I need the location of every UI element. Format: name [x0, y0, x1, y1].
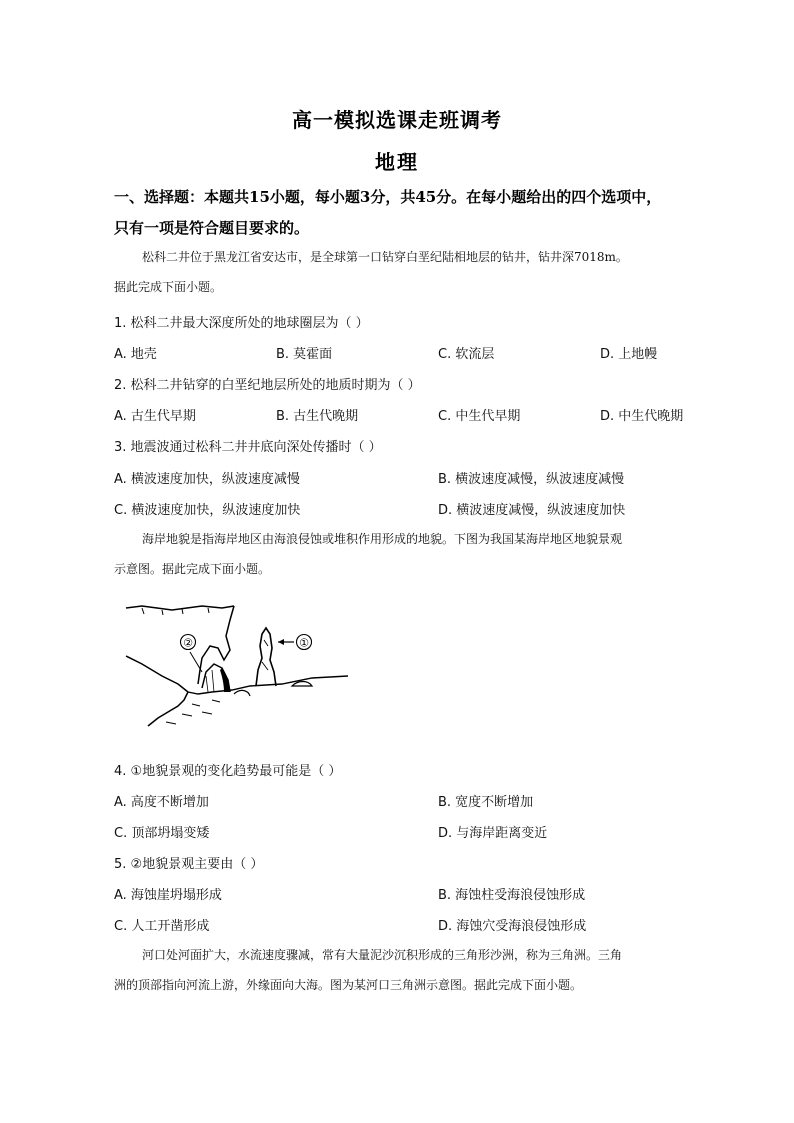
- question-5-options-row1: [114, 884, 714, 904]
- passage-3: [114, 940, 714, 1000]
- q1-option-b: B. 莫霍面: [276, 347, 333, 362]
- section-heading-line2: 只有一项是符合题目要求的。: [114, 219, 310, 237]
- coastal-landform-figure: [122, 600, 354, 734]
- q1-option-c: C. 软流层: [438, 347, 495, 362]
- question-1-stem: 1. 松科二井最大深度所处的地球圈层为（ ）: [114, 316, 369, 331]
- section-heading: [114, 182, 714, 244]
- passage-3-line2: 洲的顶部指向河流上游，外缘面向大海。图为某河口三角洲示意图。据此完成下面小题。: [114, 978, 583, 992]
- q3-option-c: C. 横波速度加快，纵波速度加快: [114, 503, 301, 518]
- passage-2-line2: 示意图。据此完成下面小题。: [114, 562, 271, 576]
- sea-stack-texture: [262, 640, 268, 670]
- shore-rock: [234, 690, 250, 696]
- passage-2: [114, 524, 714, 584]
- q4-option-a: A. 高度不断增加: [114, 795, 209, 810]
- label-1-arrowhead: [278, 639, 284, 645]
- sea-surface-line: [188, 676, 348, 694]
- question-2-options: [114, 405, 714, 425]
- q2-option-a: A. 古生代早期: [114, 409, 196, 424]
- q3-option-b: B. 横波速度减慢，纵波速度减慢: [438, 472, 625, 487]
- coastal-landform-illustration: [122, 600, 354, 734]
- passage-3-line1: 河口处河面扩大，水流速度骤减，常有大量泥沙沉积形成的三角形沙洲，称为三角洲。三角: [142, 948, 623, 962]
- section-heading-line1: 一、选择题：本题共15小题，每小题3分，共45分。在每小题给出的四个选项中，: [114, 188, 662, 206]
- q5-option-d: D. 海蚀穴受海浪侵蚀形成: [438, 919, 587, 934]
- passage-1: [114, 242, 714, 302]
- water-ripples: [166, 700, 220, 724]
- q4-option-b: B. 宽度不断增加: [438, 795, 534, 810]
- sea-stack-outline: [256, 628, 276, 686]
- label-2-leader: [190, 652, 202, 672]
- q2-option-d: D. 中生代晚期: [600, 409, 684, 424]
- sea-cliff-face: [198, 606, 234, 684]
- question-4-options-row2: [114, 822, 714, 842]
- question-5-stem: 5. ②地貌景观主要由（ ）: [114, 857, 264, 872]
- q3-option-a: A. 横波速度加快，纵波速度减慢: [114, 472, 300, 487]
- exam-title: 高一模拟选课走班调考: [292, 108, 502, 132]
- q2-option-c: C. 中生代早期: [438, 409, 521, 424]
- question-3-options-row2: [114, 499, 714, 519]
- passage-1-line1: 松科二井位于黑龙江省安达市，是全球第一口钻穿白垩纪陆相地层的钻井，钻井深7018m。: [142, 250, 628, 264]
- q4-option-d: D. 与海岸距离变近: [438, 826, 548, 841]
- question-3-options-row1: [114, 468, 714, 488]
- q4-option-c: C. 顶部坍塌变矮: [114, 826, 210, 841]
- q5-option-a: A. 海蚀崖坍塌形成: [114, 888, 222, 903]
- question-4-options-row1: [114, 791, 714, 811]
- q1-option-a: A. 地壳: [114, 347, 157, 362]
- subject-title: 地理: [375, 150, 419, 174]
- question-2-stem: 2. 松科二井钻穿的白垩纪地层所处的地质时期为（ ）: [114, 378, 421, 393]
- sea-arch-texture: [206, 670, 214, 692]
- label-2-text: ②: [183, 636, 193, 650]
- reef-rock: [292, 682, 312, 687]
- label-1-text: ①: [299, 636, 309, 650]
- q5-option-b: B. 海蚀柱受海浪侵蚀形成: [438, 888, 586, 903]
- question-4-stem: 4. ①地貌景观的变化趋势最可能是（ ）: [114, 764, 342, 779]
- shoreline-lower: [148, 692, 188, 726]
- passage-1-line2: 据此完成下面小题。: [114, 280, 223, 294]
- passage-2-line1: 海岸地貌是指海岸地区由海浪侵蚀或堆积作用形成的地貌。下图为我国某海岸地区地貌景观: [142, 532, 623, 546]
- question-3-stem: 3. 地震波通过松科二井井底向深处传播时（ ）: [114, 440, 382, 455]
- q2-option-b: B. 古生代晚期: [276, 409, 359, 424]
- question-1-options: [114, 343, 714, 363]
- cliff-base-left: [126, 656, 188, 692]
- q3-option-d: D. 横波速度减慢，纵波速度加快: [438, 503, 626, 518]
- question-5-options-row2: [114, 915, 714, 935]
- q1-option-d: D. 上地幔: [600, 347, 658, 362]
- q5-option-c: C. 人工开凿形成: [114, 919, 210, 934]
